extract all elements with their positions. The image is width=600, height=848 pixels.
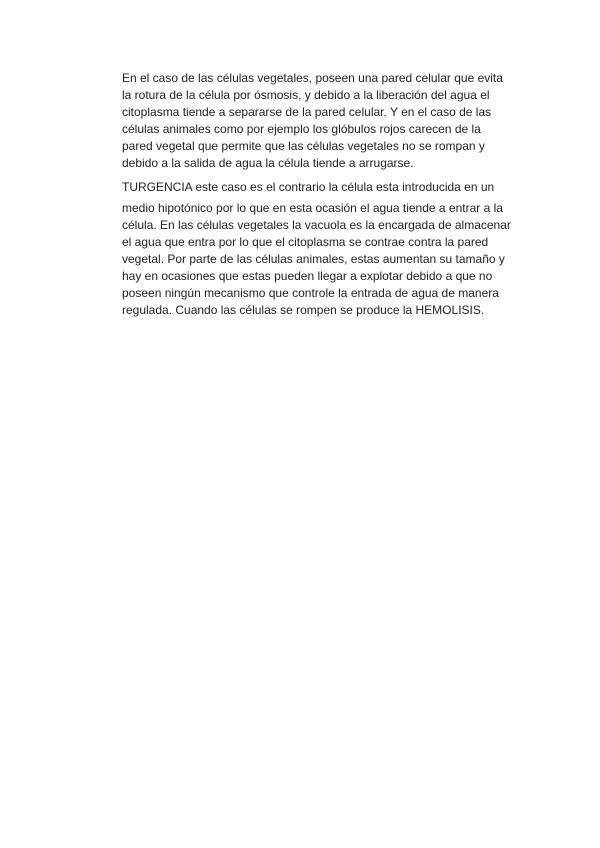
paragraph-line: En el caso de las células vegetales, poseen una pared celular que evita — [122, 71, 503, 85]
paragraph-line: célula. En las células vegetales la vacuola es la encargada de almacenar — [122, 218, 511, 232]
definition-text: este caso es el contrario la célula esta introducida en un — [195, 180, 495, 194]
paragraph-line: poseen ningún mecanismo que controle la entrada de agua de manera — [122, 286, 499, 300]
paragraph-line: células animales como por ejemplo los glóbulos rojos carecen de la — [122, 122, 481, 136]
paragraph-line: citoplasma tiende a separarse de la pared celular. Y en el caso de las — [122, 105, 492, 119]
paragraph-line: hay en ocasiones que estas pueden llegar a explotar debido a que no — [122, 269, 493, 283]
paragraph-line: medio hipotónico por lo que en esta ocasión el agua tiende a entrar a la — [122, 201, 503, 215]
paragraph-line: vegetal. Por parte de las células animales, estas aumentan su tamaño y — [122, 252, 505, 266]
paragraph-line: regulada. Cuando las células se rompen se produce la HEMOLISIS. — [122, 303, 485, 317]
paragraph-line: pared vegetal que permite que las células vegetales no se rompan y — [122, 139, 485, 153]
paragraph-line: debido a la salida de agua la célula tiende a arrugarse. — [122, 156, 414, 170]
paragraph-line: la rotura de la célula por ósmosis, y debido a la liberación del agua el — [122, 88, 490, 102]
paragraph-line: el agua que entra por lo que el citoplasma se contrae contra la pared — [122, 235, 489, 249]
term-turgencia: TURGENCIA — [122, 180, 193, 194]
list-item-first-line — [122, 179, 494, 196]
